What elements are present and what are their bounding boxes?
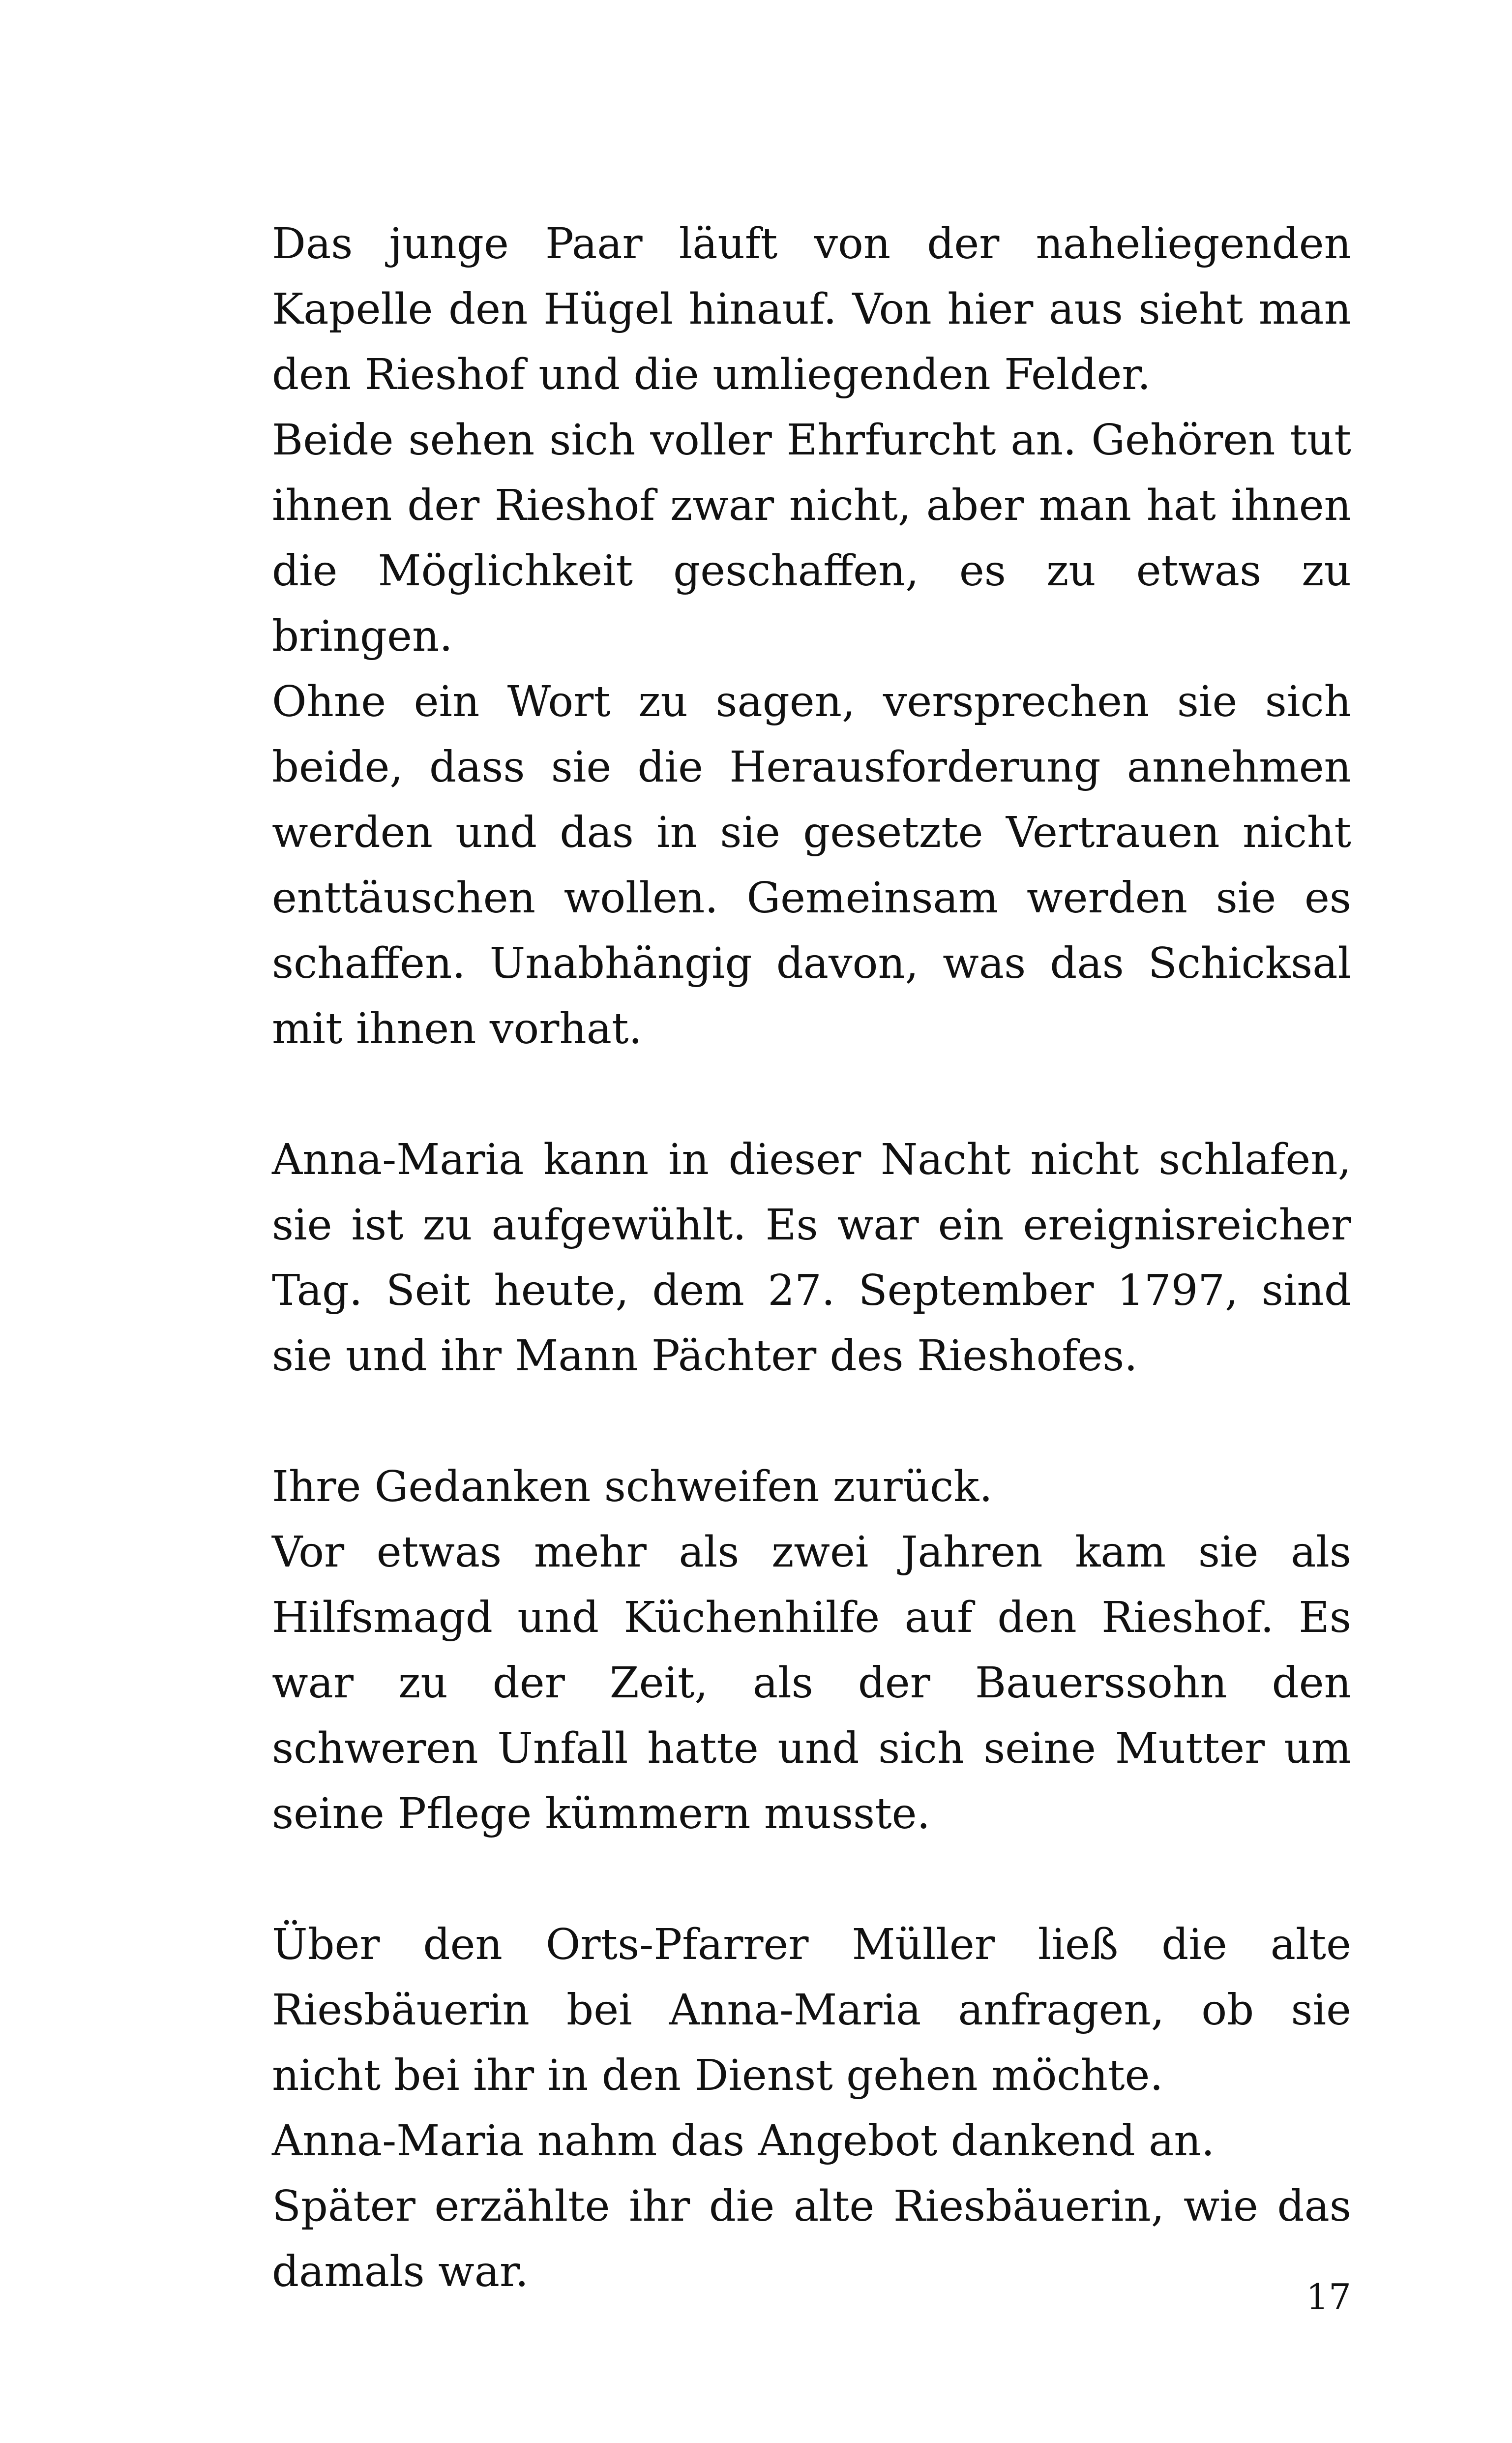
paragraph: Ihre Gedanken schweifen zurück. bbox=[272, 1462, 993, 1511]
paragraph: Später erzählte ihr die alte Riesbäuerin, wie das damals war. bbox=[272, 2182, 1351, 2296]
paragraph: Beide sehen sich voller Ehrfurcht an. Gehören tut ihnen der Rieshof zwar nicht, aber man hat ihnen die Möglichkeit geschaffen, es zu etwas zu bringen. bbox=[272, 416, 1351, 661]
paragraph: Vor etwas mehr als zwei Jahren kam sie als Hilfsmagd und Küchenhilfe auf den Rieshof. Es war zu der Zeit, als der Bauerssohn den schweren Unfall hatte und sich seine Mutter um seine Pflege kümmern musste. bbox=[272, 1528, 1351, 1839]
paragraph-gap bbox=[272, 1847, 1351, 1912]
paragraph: Über den Orts-Pfarrer Müller ließ die alte Riesbäuerin bei Anna-Maria anfragen, ob sie nicht bei ihr in den Dienst gehen möchte. bbox=[272, 1920, 1351, 2100]
body-text bbox=[272, 211, 1351, 2305]
page-number: 17 bbox=[1306, 2276, 1351, 2318]
paragraph: Anna-Maria nahm das Angebot dankend an. bbox=[272, 2116, 1215, 2166]
paragraph-gap bbox=[272, 1389, 1351, 1454]
paragraph-gap bbox=[272, 1062, 1351, 1127]
paragraph: Anna-Maria kann in dieser Nacht nicht schlafen, sie ist zu aufgewühlt. Es war ein ereignisreicher Tag. Seit heute, dem 27. September 1797, sind sie und ihr Mann Pächter des Rieshofes. bbox=[272, 1135, 1351, 1381]
paragraph: Das junge Paar läuft von der naheliegenden Kapelle den Hügel hinauf. Von hier aus sieht man den Rieshof und die umliegenden Felder. bbox=[272, 219, 1351, 399]
paragraph: Ohne ein Wort zu sagen, versprechen sie sich beide, dass sie die Herausforderung annehmen werden und das in sie gesetzte Vertrauen nicht enttäuschen wollen. Gemeinsam werden sie es schaffen. Unabhängig davon, was das Schicksal mit ihnen vorhat. bbox=[272, 677, 1351, 1054]
